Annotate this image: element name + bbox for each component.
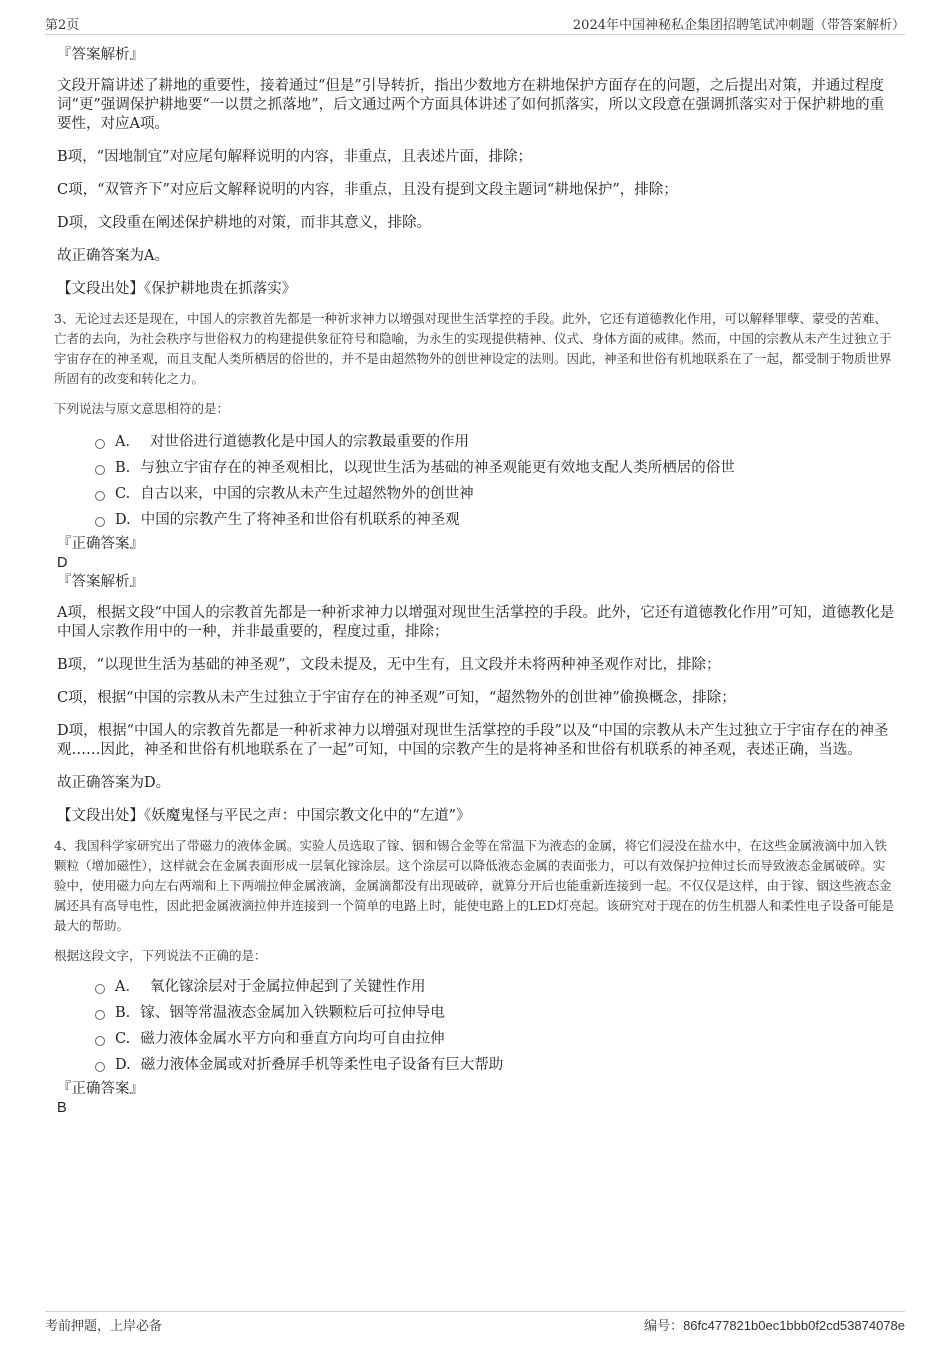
option-list — [57, 974, 897, 1078]
option-d[interactable]: D. 中国的宗教产生了将神圣和世俗有机联系的神圣观 — [95, 507, 897, 533]
option-text: 磁力液体金属或对折叠屏手机等柔性电子设备有巨大帮助 — [140, 1056, 504, 1073]
analysis-label: 『答案解析』 — [57, 574, 144, 590]
analysis-paragraph: B项，“因地制宜”对应尾句解释说明的内容，非重点，且表述片面，排除； — [57, 149, 532, 165]
question-prompt: 根据这段文字，下列说法不正确的是： — [54, 948, 267, 963]
option-c[interactable]: C. 自古以来，中国的宗教从未产生过超然物外的创世神 — [95, 481, 897, 507]
option-a[interactable]: A． 氧化镓涂层对于金属拉伸起到了关键性作用 — [95, 974, 897, 1000]
radio-icon[interactable] — [95, 439, 105, 449]
option-text: 镓、铟等常温液态金属加入铁颗粒后可拉伸导电 — [140, 1004, 445, 1021]
answer-label: 『正确答案』 — [57, 536, 144, 552]
option-text: 磁力液体金属水平方向和垂直方向均可自由拉伸 — [140, 1030, 445, 1047]
radio-icon[interactable] — [95, 465, 105, 475]
footer-slogan: 考前押题，上岸必备 — [45, 1319, 163, 1334]
analysis-paragraph: A项，根据文段“中国人的宗教首先都是一种祈求神力以增强对现世生活掌控的手段。此外，它还有道德教化作用”可知，道德教化是中国人宗教作用中的一种，并非最重要的，程度过重，排除； — [57, 605, 895, 640]
analysis-paragraph: C项，根据“中国的宗教从未产生过独立于宇宙存在的神圣观”可知，“超然物外的创世神”偷换概念，排除； — [57, 690, 736, 706]
option-b[interactable]: B. 镓、铟等常温液态金属加入铁颗粒后可拉伸导电 — [95, 1000, 897, 1026]
answer-value: B — [57, 1100, 67, 1116]
page-content — [54, 46, 897, 1118]
document-title: 2024年中国神秘私企集团招聘笔试冲刺题（带答案解析） — [572, 18, 905, 33]
analysis-paragraph: D项，文段重在阐述保护耕地的对策，而非其意义，排除。 — [57, 215, 432, 231]
source-citation: 【文段出处】《妖魔鬼怪与平民之声：中国宗教文化中的“左道”》 — [57, 808, 471, 824]
question-stem: 3、无论过去还是现在，中国人的宗教首先都是一种祈求神力以增强对现世生活掌控的手段。此外，它还有道德教化作用，可以解释罪孽、蒙受的苦难、亡者的去向，为社会秩序与世俗权力的构建提供象征符号和隐喻，为永生的实现提供精神、仪式、身体方面的戒律。然而，中国的宗教从未产生过独立于宇宙存在的神圣观，而且支配人类所栖居的俗世的，并不是由超然物外的创世神设定的法则。因此，神圣和世俗有机地联系在了一起，都受制于物质世界所固有的改变和转化之力。 — [54, 311, 892, 386]
option-d[interactable]: D. 磁力液体金属或对折叠屏手机等柔性电子设备有巨大帮助 — [95, 1052, 897, 1078]
correct-answer-statement: 故正确答案为D。 — [57, 775, 171, 791]
option-text: 对世俗进行道德教化是中国人的宗教最重要的作用 — [149, 433, 469, 450]
question-prompt: 下列说法与原文意思相符的是： — [54, 401, 230, 416]
page-header — [45, 14, 905, 35]
document-id: 编号：86fc477821b0ec1bbb0f2cd53874078e — [644, 1318, 905, 1333]
analysis-label: 『答案解析』 — [57, 47, 144, 63]
answer-value: D — [57, 555, 68, 571]
option-c[interactable]: C. 磁力液体金属水平方向和垂直方向均可自由拉伸 — [95, 1026, 897, 1052]
analysis-paragraph: D项，根据“中国人的宗教首先都是一种祈求神力以增强对现世生活掌控的手段”以及“中国的宗教从未产生过独立于宇宙存在的神圣观……因此，神圣和世俗有机地联系在了一起”可知，中国的宗教产生的是将神圣和世俗有机联系的神圣观，表述正确，当选。 — [57, 723, 889, 758]
answer-label: 『正确答案』 — [57, 1081, 144, 1097]
option-list — [57, 429, 897, 533]
option-b[interactable]: B. 与独立宇宙存在的神圣观相比，以现世生活为基础的神圣观能更有效地支配人类所栖居的俗世 — [95, 455, 897, 481]
option-text: 自古以来，中国的宗教从未产生过超然物外的创世神 — [140, 485, 474, 502]
option-text: 氧化镓涂层对于金属拉伸起到了关键性作用 — [149, 978, 426, 995]
analysis-paragraph: 文段开篇讲述了耕地的重要性，接着通过“但是”引导转折，指出少数地方在耕地保护方面存在的问题，之后提出对策，并通过程度词“更”强调保护耕地要“一以贯之抓落地”，后文通过两个方面具体讲述了如何抓落实，所以文段意在强调抓落实对于保护耕地的重要性，对应A项。 — [57, 78, 885, 132]
radio-icon[interactable] — [95, 1062, 105, 1072]
radio-icon[interactable] — [95, 1010, 105, 1020]
page-footer — [45, 1311, 905, 1334]
option-text: 与独立宇宙存在的神圣观相比，以现世生活为基础的神圣观能更有效地支配人类所栖居的俗世 — [140, 459, 735, 476]
analysis-paragraph: C项，“双管齐下”对应后文解释说明的内容，非重点，且没有提到文段主题词“耕地保护”，排除； — [57, 182, 678, 198]
page-number: 第2页 — [45, 18, 80, 33]
analysis-paragraph: B项，“以现世生活为基础的神圣观”，文段未提及，无中生有，且文段并未将两种神圣观作对比，排除； — [57, 657, 721, 673]
radio-icon[interactable] — [95, 491, 105, 501]
option-a[interactable]: A． 对世俗进行道德教化是中国人的宗教最重要的作用 — [95, 429, 897, 455]
correct-answer-statement: 故正确答案为A。 — [57, 248, 169, 264]
source-citation: 【文段出处】《保护耕地贵在抓落实》 — [57, 281, 297, 297]
question-stem: 4、我国科学家研究出了带磁力的液体金属。实验人员选取了镓、铟和锡合金等在常温下为液态的金属，将它们浸没在盐水中，在这些金属液滴中加入铁颗粒（增加磁性），这样就会在金属表面形成一层氧化镓涂层。这个涂层可以降低液态金属的表面张力，可以有效保护拉伸过长而导致液态金属破碎。实验中，使用磁力向左右两端和上下两端拉伸金属液滴，金属滴都没有出现破碎，就算分开后也能重新连接到一起。不仅仅是这样，由于镓、铟这些液态金属还具有高导电性，因此把金属液滴拉伸并连接到一个简单的电路上时，能使电路上的LED灯亮起。该研究对于现在的仿生机器人和柔性电子设备可能是最大的帮助。 — [54, 838, 894, 933]
radio-icon[interactable] — [95, 1036, 105, 1046]
option-text: 中国的宗教产生了将神圣和世俗有机联系的神圣观 — [140, 511, 460, 528]
radio-icon[interactable] — [95, 517, 105, 527]
radio-icon[interactable] — [95, 984, 105, 994]
